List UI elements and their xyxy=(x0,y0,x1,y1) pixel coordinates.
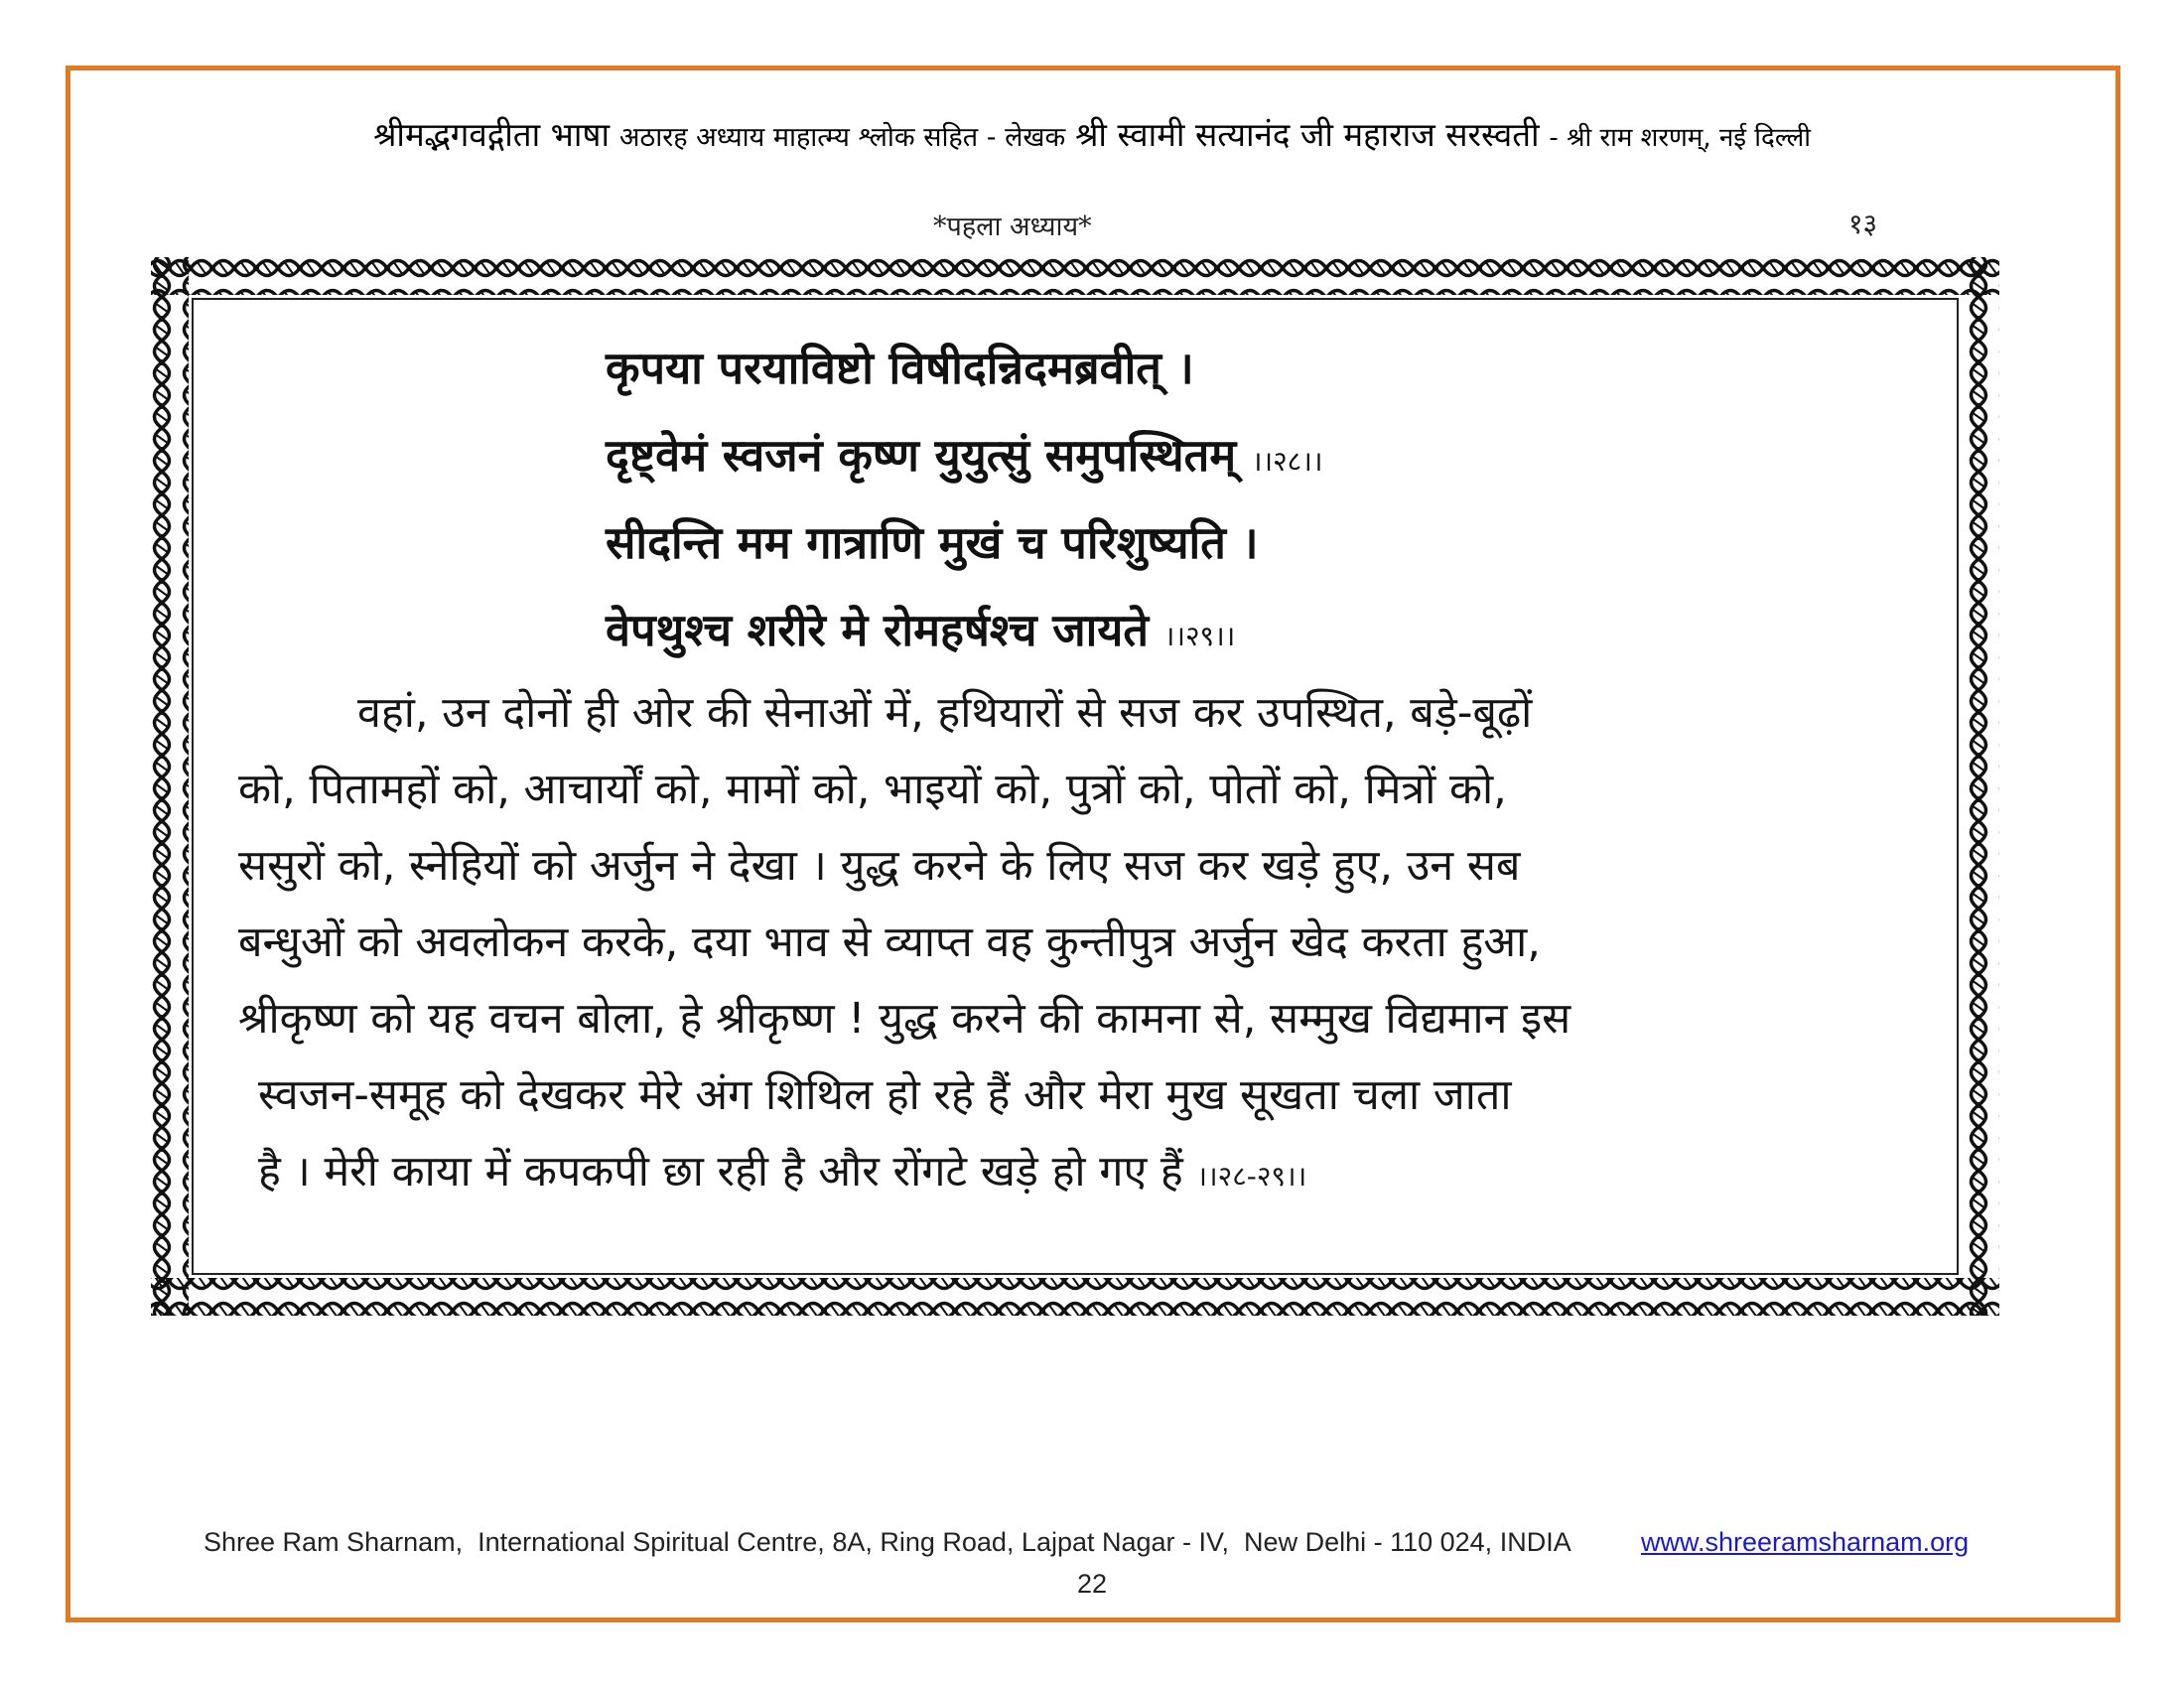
verse-number: ।।२९।। xyxy=(1163,620,1236,652)
sanskrit-verses xyxy=(606,328,1322,677)
verse-text: दृष्ट्वेमं स्वजनं कृष्ण युयुत्सुं समुपस्थितम् xyxy=(606,429,1252,482)
prose-line: श्रीकृष्ण को यह वचन बोला, हे श्रीकृष्ण ! युद्ध करने की कामना से, सम्मुख विद्यमान इस xyxy=(238,994,1571,1044)
verse-text: वेपथुश्च शरीरे मे रोमहर्षश्च जायते xyxy=(606,604,1164,656)
scan-page-number: १३ xyxy=(1848,208,1878,240)
prose-line: ससुरों को, स्नेहियों को अर्जुन ने देखा । युद्ध करने के लिए सज कर खड़े हुए, उन सब xyxy=(238,841,1521,891)
header-org: - श्री राम शरणम्, नई दिल्ली xyxy=(1549,123,1811,153)
prose-line: स्वजन-समूह को देखकर मेरे अंग शिथिल हो रहे हैं और मेरा मुख सूखता चला जाता xyxy=(258,1070,1512,1120)
chapter-heading: *पहला अध्याय* xyxy=(933,211,1092,242)
verse-text: कृपया परयाविष्टो विषीदन्निदमब्रवीत् । xyxy=(606,342,1194,394)
footer-page-number: 22 xyxy=(1076,1569,1108,1599)
header-title: श्रीमद्भगवद्गीता भाषा xyxy=(373,115,611,154)
hindi-translation xyxy=(238,675,1926,1214)
document-header xyxy=(99,111,2085,156)
verse-number: ।।२८।। xyxy=(1251,445,1323,478)
verse-line xyxy=(606,415,1322,502)
prose-line-last xyxy=(238,1134,1926,1214)
website-link[interactable]: www.shreeramsharnam.org xyxy=(1641,1527,1970,1557)
prose-line: वहां, उन दोनों ही ओर की सेनाओं में, हथियारों से सज कर उपस्थित, बड़े-बूढ़ों xyxy=(357,688,1533,738)
prose-line: बन्धुओं को अवलोकन करके, दया भाव से व्याप्त वह कुन्तीपुत्र अर्जुन खेद करता हुआ, xyxy=(238,917,1541,967)
prose-text: है । मेरी काया में कपकपी छा रही है और रोंगटे खड़े हो गए हैं xyxy=(258,1147,1197,1196)
header-author: श्री स्वामी सत्यानंद जी महाराज सरस्वती xyxy=(1075,115,1540,154)
verse-text: सीदन्ति मम गात्राणि मुखं च परिशुष्यति । xyxy=(606,516,1259,569)
verse-line xyxy=(606,502,1322,590)
verse-line xyxy=(606,328,1322,415)
prose-line: को, पितामहों को, आचार्यों को, मामों को, भाइयों को, पुत्रों को, पोतों को, मित्रों को, xyxy=(238,765,1507,814)
prose-verse-number: ।।२८-२९।। xyxy=(1196,1160,1307,1193)
header-subtitle: अठारह अध्याय माहात्म्य श्लोक सहित - लेखक xyxy=(618,122,1066,153)
verse-line xyxy=(606,590,1322,677)
footer-address: Shree Ram Sharnam, International Spiritual Centre, 8A, Ring Road, Lajpat Nagar - IV, New Delhi - 110 024, INDIA xyxy=(204,1527,1571,1557)
